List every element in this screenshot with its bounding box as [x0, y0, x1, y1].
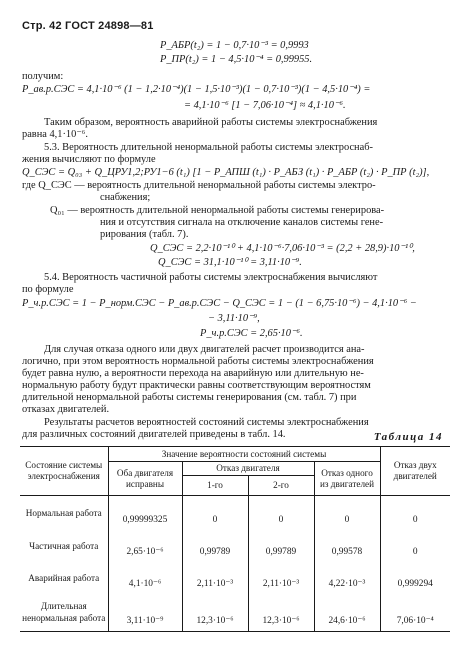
table-cell: 7,06·10⁻⁴	[380, 594, 450, 632]
col-header-both: Оба двигателя исправны	[108, 462, 182, 496]
section-5-4: 5.4. Вероятность частичной работы системы электроснабжения вычисляют	[44, 272, 378, 283]
section-5-3: 5.3. Вероятность длительной ненормальной работы системы электроснаб-	[44, 142, 373, 153]
text-line: рирования (табл. 7).	[100, 229, 189, 240]
page-header: Стр. 42 ГОСТ 24898—81	[22, 20, 154, 32]
formula-ppr: P_ПР(t₂) = 1 − 4,5·10⁻⁴ = 0,99955.	[160, 54, 313, 65]
group-header-failure: Отказ двигателя	[182, 462, 314, 476]
table-cell: 4,22·10⁻³	[314, 562, 380, 594]
formula-pchr-result: P_ч.р.СЭС = 2,65·10⁻⁶.	[200, 328, 303, 339]
table-row	[20, 530, 450, 562]
group-header: Значение вероятности состояний системы	[108, 447, 380, 462]
table-cell: 0	[380, 530, 450, 562]
col-header-first: 1-го	[182, 476, 248, 496]
table-cell: 0	[248, 496, 314, 530]
text-line: Результаты расчетов вероятностей состояний системы электроснабжения	[44, 417, 369, 428]
text-line: ния и отсутствия сигнала на отключение каналов системы гене-	[100, 217, 384, 228]
table-cell: 2,11·10⁻³	[248, 562, 314, 594]
row-label: Аварийная работа	[20, 562, 108, 594]
formula-qses-calc: Q_СЭС = 2,2·10⁻¹⁰ + 4,1·10⁻⁶·7,06·10⁻³ = (2,2 + 28,9)·10⁻¹⁰,	[150, 243, 415, 254]
col-header-two: Отказ двух двигателей	[380, 447, 450, 496]
text-line: жения вычисляют по формуле	[22, 154, 156, 165]
table-cell: 0,99789	[248, 530, 314, 562]
formula-qses: Q_СЭС = Q₀₃ + Q_ЦРУ1,2;РУ1−6 (t₁) [1 − P_АПШ (t₁) · P_АБЗ (t₁) · P_АБР (t₂) · P_ПР (t₂)],	[22, 167, 430, 178]
formula-pav-cont: = 4,1·10⁻⁶ [1 − 7,06·10⁻⁴] ≈ 4,1·10⁻⁶.	[184, 100, 346, 111]
text-line: где Q_СЭС — вероятность длительной ненормальной работы системы электро-	[22, 180, 376, 191]
table-cell: 0	[182, 496, 248, 530]
col-header-any-one: Отказ одного из двигателей	[314, 462, 380, 496]
text-line: логично, при этом вероятность нормальной работы системы электроснабжения	[22, 356, 374, 367]
table-cell: 0	[314, 496, 380, 530]
formula-pav: P_ав.р.СЭС = 4,1·10⁻⁶ (1 − 1,2·10⁻⁴)(1 − 1,5·10⁻³)(1 − 0,7·10⁻³)(1 − 4,5·10⁻⁴) =	[22, 84, 371, 95]
table-cell: 0,999294	[380, 562, 450, 594]
formula-pabr: P_АБР(t₂) = 1 − 0,7·10⁻³ = 0,9993	[160, 40, 309, 51]
row-label: Нормальная работа	[20, 496, 108, 530]
formula-pchr-cont: − 3,11·10⁻⁹,	[208, 313, 260, 324]
text-line: получим:	[22, 71, 64, 82]
table-cell: 3,11·10⁻⁹	[108, 594, 182, 632]
table-cell: 0,99999325	[108, 496, 182, 530]
col-header-state: Состояние системы электроснабжения	[20, 447, 108, 496]
table-cell: 12,3·10⁻⁶	[182, 594, 248, 632]
text-line: отказах двигателей.	[22, 404, 110, 415]
table-cell: 4,1·10⁻⁶	[108, 562, 182, 594]
text-line: для различных состояний двигателей приведены в табл. 14.	[22, 429, 286, 440]
row-label: Длительная ненормальная работа	[20, 594, 108, 632]
table-cell: 24,6·10⁻⁶	[314, 594, 380, 632]
table-title: Таблица 14	[373, 431, 443, 443]
text-line: снабжения;	[100, 192, 151, 203]
text-line: по формуле	[22, 284, 74, 295]
table-cell: 0,99789	[182, 530, 248, 562]
results-table	[20, 446, 450, 632]
text-line: длительной ненормальной работы системы генерирования (см. табл. 7) при	[22, 392, 357, 403]
table-row	[20, 594, 450, 632]
text-line: нормальную работу будут практически равны соответствующим вероятностям	[22, 380, 371, 391]
table-row	[20, 496, 450, 530]
table-row	[20, 562, 450, 594]
table-cell: 2,11·10⁻³	[182, 562, 248, 594]
table-cell: 0	[380, 496, 450, 530]
table-cell: 12,3·10⁻⁶	[248, 594, 314, 632]
table-cell: 0,99578	[314, 530, 380, 562]
text-line: будет равна нулю, а вероятности перехода на аварийную или длительную не-	[22, 368, 364, 379]
col-header-second: 2-го	[248, 476, 314, 496]
formula-pchr: P_ч.р.СЭС = 1 − P_норм.СЭС − P_ав.р.СЭС − Q_СЭС = 1 − (1 − 6,75·10⁻⁶) − 4,1·10⁻⁶ −	[22, 298, 417, 309]
text-line: Для случая отказа одного или двух двигателей расчет производится ана-	[44, 344, 365, 355]
text-line: Таким образом, вероятность аварийной работы системы электроснабжения	[44, 117, 378, 128]
table-cell: 2,65·10⁻⁶	[108, 530, 182, 562]
formula-qses-result: Q_СЭС = 31,1·10⁻¹⁰ = 3,11·10⁻⁹.	[158, 257, 302, 268]
row-label: Частичная работа	[20, 530, 108, 562]
text-line: равна 4,1·10⁻⁶.	[22, 129, 89, 140]
text-line: Q₀₁ — вероятность длительной ненормальной работы системы генерирова-	[50, 205, 385, 216]
